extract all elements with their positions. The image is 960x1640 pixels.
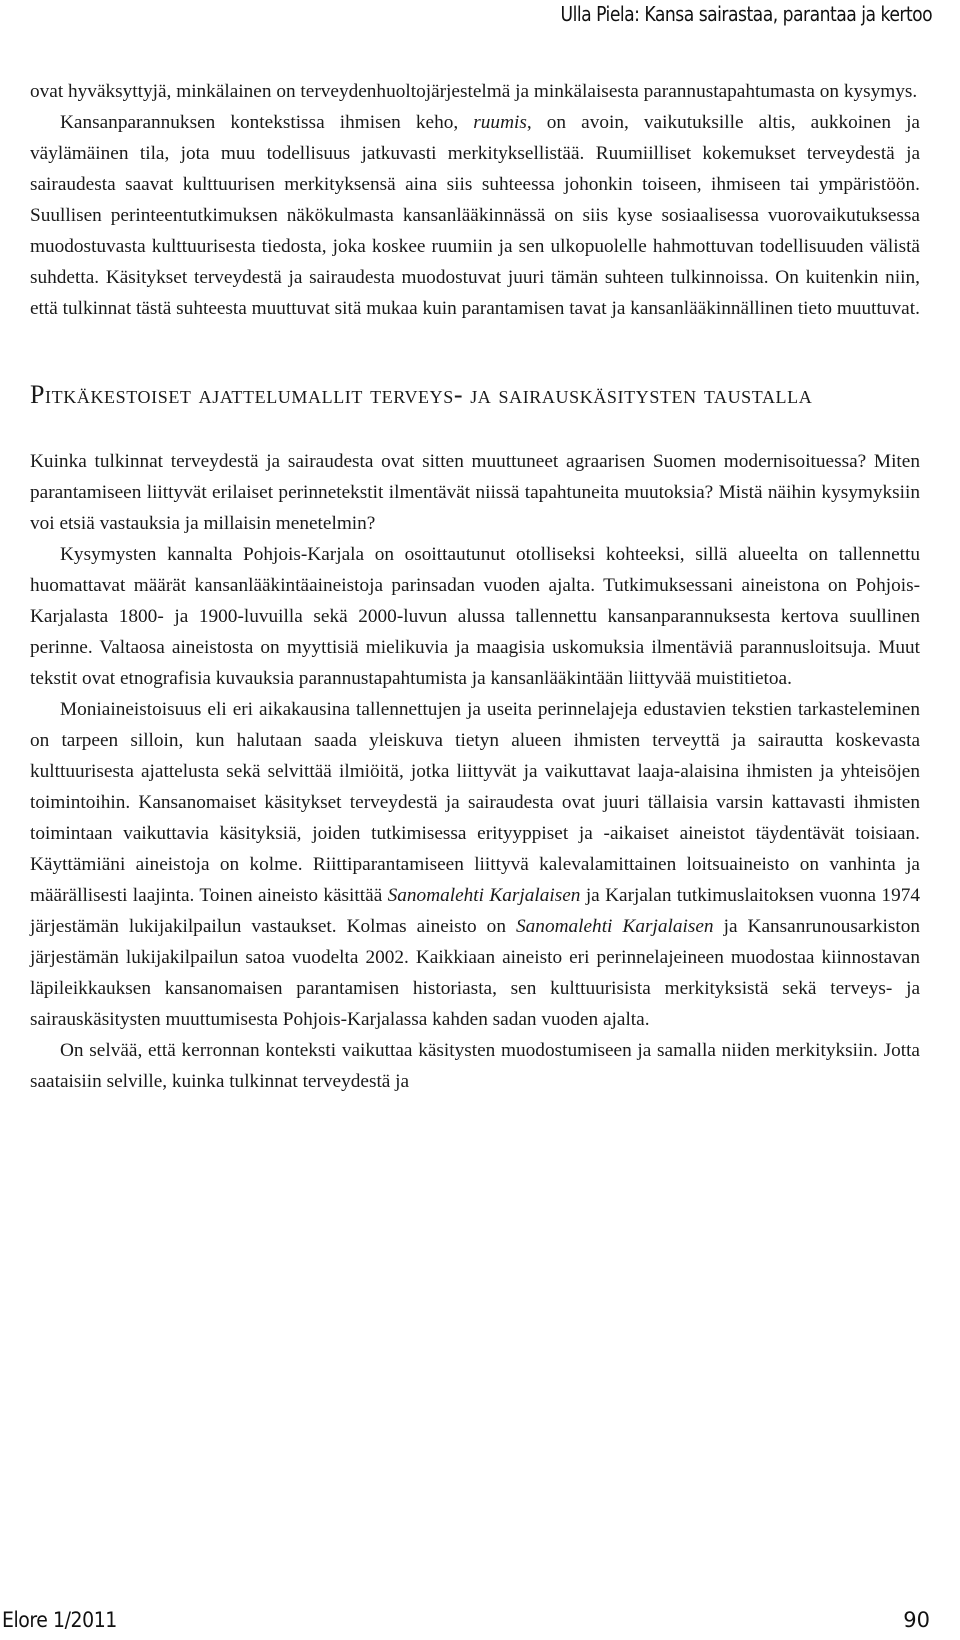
body-paragraph-continued: ovat hyväksyttyjä, minkälainen on terveydenhuoltojärjestelmä ja minkälaisesta parannustapahtumasta on kysymys. bbox=[30, 81, 918, 102]
newspaper-title: Sanomalehti Karjalaisen bbox=[516, 916, 714, 937]
paragraph-text-segment: ja Karjalan tutkimuslaitoksen vuonna 1974 järjestämän lukijakilpailun vastaukset. Kolmas aineisto on bbox=[30, 885, 920, 937]
footer-journal-issue: Elore 1/2011 bbox=[2, 1608, 117, 1632]
body-paragraph: Kuinka tulkinnat terveydestä ja sairaudesta ovat sitten muuttuneet agraarisen Suomen modernisoituessa? Miten parantamiseen liittyvät erilaiset perinnetekstit ilmentävät niissä tapahtuneita muutoksia? Mistä näihin kysymyksiin voi etsiä vastauksia ja millaisin menetelmin? bbox=[30, 451, 920, 534]
body-paragraph bbox=[30, 107, 920, 324]
italic-term: ruumis bbox=[473, 112, 527, 133]
body-paragraph: Kysymysten kannalta Pohjois-Karjala on osoittautunut otolliseksi kohteeksi, sillä alueelta on tallennettu huomattavat määrät kansanlääkintäaineistoja parinsadan vuoden ajalta. Tutkimuksessani aineistona on Pohjois-Karjalasta 1800- ja 1900-luvuilla sekä 2000-luvun alussa tallennettu kansanparannuksesta kertova suullinen perinne. Valtaosa aineistosta on myyttisiä mielikuvia ja maagisia uskomuksia ilmentäviä parannusloitsuja. Muut tekstit ovat etnografisia kuvauksia parannustapahtumista ja kansanlääkintään liittyvää muistitietoa. bbox=[30, 544, 920, 689]
newspaper-title: Sanomalehti Karjalaisen bbox=[387, 885, 581, 906]
footer-page-number: 90 bbox=[903, 1608, 930, 1632]
section-heading: Pitkäkestoiset ajattelumallit terveys- ja sairauskäsitysten taustalla bbox=[30, 380, 813, 409]
paragraph-text-segment: Kansanparannuksen kontekstissa ihmisen keho, bbox=[60, 112, 474, 133]
article-body bbox=[30, 76, 920, 1097]
body-paragraph: On selvää, että kerronnan konteksti vaikuttaa käsitysten muodostumiseen ja samalla niiden merkityksiin. Jotta saataisiin selville, kuinka tulkinnat terveydestä ja bbox=[30, 1040, 920, 1092]
paragraph-text-segment: Moniaineistoisuus eli eri aikakausina tallennettujen ja useita perinnelajeja edustavien tekstien tarkasteleminen on tarpeen silloin, kun halutaan saada yleiskuva tietyn alueen ihmisten terveyttä ja sairautta koskevasta kulttuurisesta ajattelusta sekä selvittää ilmiöitä, jotka liittyvät ja vaikuttavat laaja-alaisina ihmisten ja yhteisöjen toimintoihin. Kansanomaiset käsitykset terveydestä ja sairaudesta ovat juuri tällaisia varsin kattavasti ihmisten toimintaan vaikuttavia käsityksiä, joiden tutkimisessa erityyppiset ja -aikaiset aineistot täydentävät toisiaan. Käyttämiäni aineistoja on kolme. Riittiparantamiseen liittyvä kalevalamittainen loitsuaineisto on vanhinta ja määrällisesti laajinta. Toinen aineisto käsittää bbox=[30, 699, 920, 906]
paragraph-text-segment: ja Kansanrunousarkiston järjestämän lukijakilpailun satoa vuodelta 2002. Kaikkiaan aineisto eri perinnelajeineen muodostaa kiinnostavan läpileikkauksen kansanomaisen parantamisen historiasta, sen kulttuurisista merkityksistä sekä terveys- ja sairauskäsitysten muuttumisesta Pohjois-Karjalassa kahden sadan vuoden ajalta. bbox=[30, 916, 920, 1030]
body-paragraph bbox=[30, 694, 920, 1035]
paragraph-text-segment: , on avoin, vaikutuksille altis, aukkoinen ja väylämäinen tila, jota muu todellisuus jatkuvasti merkityksellistää. Ruumiilliset kokemukset terveydestä ja sairaudesta saavat kulttuurisen merkityksensä aina siis suhteessa johonkin toiseen, ihmiseen tai ympäristöön. Suullisen perinteentutkimuksen näkökulmasta kansanlääkinnässä on siis kyse sosiaalisessa vuorovaikutuksessa muodostuvasta kulttuurisesta tiedosta, joka koskee ruumiin ja sen ulkopuolelle hahmottuvan todellisuuden välistä suhdetta. Käsitykset terveydestä ja sairaudesta muodostuvat juuri tämän suhteen tulkinnoissa. On kuitenkin niin, että tulkinnat tästä suhteesta muuttuvat sitä mukaa kuin parantamisen tavat ja kansanlääkinnällinen tieto muuttuvat. bbox=[30, 112, 920, 319]
running-header: Ulla Piela: Kansa sairastaa, parantaa ja kertoo bbox=[560, 2, 932, 26]
